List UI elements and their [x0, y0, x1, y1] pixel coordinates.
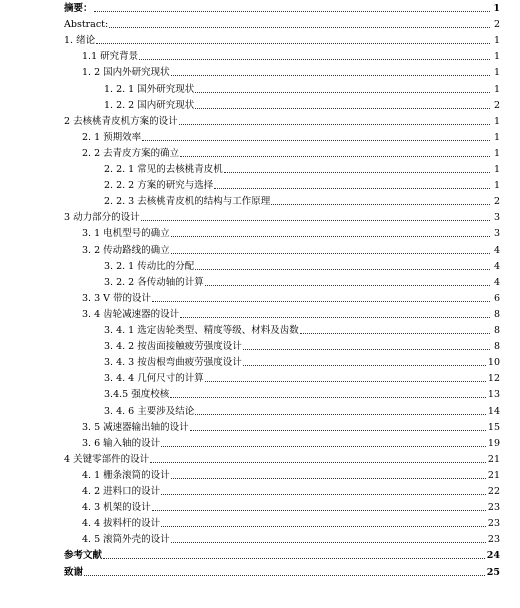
- toc-entry-page-number: 6: [493, 292, 500, 304]
- toc-dot-leader: [205, 285, 490, 286]
- toc-entry-title: 3. 4. 2 按齿面接触疲劳强度设计: [104, 341, 242, 353]
- toc-entry-title: 1. 2 国内外研究现状: [82, 67, 170, 79]
- toc-entry[interactable]: [64, 32, 500, 47]
- toc-entry[interactable]: [64, 0, 500, 15]
- toc-entry-title: 1. 绪论: [64, 35, 96, 47]
- toc-entry-title: 2. 2 去青皮方案的确立: [82, 147, 180, 159]
- toc-entry-title: 4. 5 滚筒外壳的设计: [82, 534, 170, 546]
- toc-entry[interactable]: [104, 161, 500, 176]
- toc-entry[interactable]: [64, 547, 500, 562]
- toc-entry-title: 3. 2. 1 传动比的分配: [104, 260, 195, 272]
- toc-entry-title: 3. 4. 4 几何尺寸的计算: [104, 373, 204, 385]
- toc-entry-page-number: 4: [493, 276, 500, 288]
- toc-entry-page-number: 15: [487, 421, 500, 433]
- toc-entry-page-number: 2: [493, 99, 500, 111]
- toc-entry-title: 致谢: [64, 566, 84, 578]
- toc-dot-leader: [94, 11, 490, 12]
- toc-dot-leader: [271, 204, 490, 205]
- toc-dot-leader: [84, 575, 485, 576]
- toc-entry[interactable]: [82, 499, 500, 514]
- toc-entry-page-number: 19: [487, 437, 500, 449]
- toc-dot-leader: [300, 333, 490, 334]
- toc-entry-page-number: 23: [487, 518, 500, 530]
- toc-entry[interactable]: [82, 419, 500, 434]
- toc-entry-page-number: 13: [487, 389, 500, 401]
- toc-entry-page-number: 1: [493, 164, 500, 175]
- toc-entry[interactable]: [104, 274, 500, 289]
- toc-entry-title: 4. 1 栅条滚筒的设计: [82, 469, 170, 481]
- toc-entry-page-number: 4: [493, 244, 500, 256]
- toc-entry[interactable]: [104, 338, 500, 353]
- toc-entry-title: 参考文献: [64, 550, 103, 562]
- toc-entry-title: 2. 2. 3 去核桃青皮机的结构与工作原理: [104, 196, 271, 208]
- toc-entry[interactable]: [82, 225, 500, 240]
- toc-entry[interactable]: [82, 306, 500, 321]
- toc-entry[interactable]: [104, 354, 500, 369]
- toc-dot-leader: [205, 381, 486, 382]
- toc-entry-title: 2. 1 预期效率: [82, 131, 142, 143]
- toc-entry-title: 3. 4. 6 主要涉及结论: [104, 405, 195, 417]
- toc-entry-title: 3. 4 齿轮减速器的设计: [82, 308, 180, 320]
- toc-entry[interactable]: [82, 435, 500, 450]
- toc-dot-leader: [161, 446, 486, 447]
- toc-entry-title: 3. 4. 3 按齿根弯曲疲劳强度设计: [104, 357, 242, 369]
- toc-dot-leader: [171, 253, 490, 254]
- toc-entry[interactable]: [64, 209, 500, 224]
- toc-entry-title: 2. 2. 2 方案的研究与选择: [104, 180, 214, 192]
- toc-entry-title: 3. 5 减速器输出轴的设计: [82, 421, 189, 433]
- toc-entry-title: 4. 3 机架的设计: [82, 502, 151, 514]
- toc-entry-page-number: 25: [486, 566, 500, 578]
- toc-entry-title: 4 关键零部件的设计: [64, 453, 150, 465]
- toc-entry[interactable]: [104, 322, 500, 337]
- toc-entry[interactable]: [104, 177, 500, 192]
- toc-entry[interactable]: [64, 16, 500, 31]
- toc-dot-leader: [96, 43, 490, 44]
- toc-entry-title: 摘要：: [64, 3, 93, 14]
- toc-entry-page-number: 3: [493, 228, 500, 240]
- toc-entry-page-number: 1: [493, 147, 500, 159]
- toc-entry-title: 3. 6 输入轴的设计: [82, 437, 161, 449]
- toc-dot-leader: [243, 365, 486, 366]
- toc-entry[interactable]: [104, 81, 500, 96]
- toc-entry-page-number: 10: [487, 357, 500, 369]
- toc-dot-leader: [180, 317, 490, 318]
- toc-dot-leader: [180, 156, 490, 157]
- toc-entry-page-number: 1: [493, 51, 500, 63]
- toc-entry-title: 1.1 研究背景: [82, 51, 139, 63]
- toc-entry-title: 2 去核桃青皮机方案的设计: [64, 115, 178, 127]
- toc-dot-leader: [150, 462, 486, 463]
- toc-entry-title: 3.4.5 强度校核: [104, 389, 170, 401]
- toc-entry-title: 3. 2. 2 各传动轴的计算: [104, 276, 204, 288]
- toc-dot-leader: [170, 397, 486, 398]
- toc-entry[interactable]: [82, 145, 500, 160]
- toc-entry-title: 1. 2. 2 国内研究现状: [104, 99, 195, 111]
- toc-entry-page-number: 1: [493, 35, 500, 47]
- toc-entry[interactable]: [82, 48, 500, 63]
- toc-entry[interactable]: [82, 531, 500, 546]
- toc-dot-leader: [224, 172, 490, 173]
- toc-entry[interactable]: [104, 258, 500, 273]
- toc-entry[interactable]: [104, 193, 500, 208]
- toc-dot-leader: [190, 430, 486, 431]
- toc-entry[interactable]: [104, 97, 500, 112]
- toc-entry[interactable]: [82, 242, 500, 257]
- toc-entry[interactable]: [82, 467, 500, 482]
- toc-entry-page-number: 8: [493, 341, 500, 353]
- toc-entry-page-number: 24: [486, 550, 500, 562]
- toc-entry[interactable]: [64, 564, 500, 579]
- toc-entry-page-number: 14: [487, 405, 500, 417]
- toc-dot-leader: [195, 269, 490, 270]
- toc-dot-leader: [141, 220, 490, 221]
- toc-dot-leader: [109, 27, 490, 28]
- toc-entry-title: 1. 2. 1 国外研究现状: [104, 83, 195, 95]
- toc-dot-leader: [103, 558, 485, 559]
- toc-entry-page-number: 8: [493, 308, 500, 320]
- toc-entry-page-number: 1: [493, 3, 500, 14]
- toc-entry[interactable]: [82, 483, 500, 498]
- toc-entry-page-number: 1: [493, 67, 500, 79]
- toc-dot-leader: [214, 188, 490, 189]
- toc-entry-page-number: 3: [493, 212, 500, 224]
- toc-entry-page-number: 23: [487, 502, 500, 514]
- toc-entry-page-number: 4: [493, 260, 500, 272]
- toc-entry-page-number: 1: [493, 131, 500, 143]
- toc-entry-page-number: 22: [487, 486, 500, 497]
- toc-dot-leader: [171, 75, 490, 76]
- toc-entry-page-number: 1: [493, 83, 500, 95]
- toc-dot-leader: [161, 494, 486, 495]
- toc-entry[interactable]: [82, 129, 500, 144]
- toc-dot-leader: [171, 236, 490, 237]
- toc-entry-page-number: 2: [493, 196, 500, 208]
- toc-entry-title: 3. 4. 1 选定齿轮类型、精度等级、材料及齿数: [104, 325, 299, 336]
- toc-entry-title: 3. 1 电机型号的确立: [82, 228, 170, 240]
- toc-dot-leader: [195, 108, 490, 109]
- toc-dot-leader: [161, 526, 486, 527]
- toc-entry-page-number: 21: [487, 469, 500, 481]
- toc-dot-leader: [195, 414, 486, 415]
- toc-dot-leader: [243, 349, 490, 350]
- toc-dot-leader: [171, 478, 486, 479]
- toc-entry-title: 3. 2 传动路线的确立: [82, 244, 170, 256]
- toc-entry-page-number: 23: [487, 534, 500, 546]
- toc-entry-title: 4. 4 拔料杆的设计: [82, 518, 161, 530]
- toc-entry[interactable]: [104, 403, 500, 418]
- toc-entry-page-number: 12: [487, 373, 500, 385]
- toc-entry-page-number: 1: [493, 115, 500, 127]
- toc-dot-leader: [139, 59, 490, 60]
- toc-entry[interactable]: [64, 113, 500, 128]
- toc-dot-leader: [152, 510, 486, 511]
- toc-entry[interactable]: [82, 64, 500, 79]
- toc-entry-title: 2. 2. 1 常见的去核桃青皮机: [104, 164, 223, 175]
- toc-entry[interactable]: [82, 515, 500, 530]
- toc-entry[interactable]: [64, 451, 500, 466]
- toc-entry[interactable]: [104, 386, 500, 401]
- toc-dot-leader: [152, 301, 490, 302]
- toc-dot-leader: [195, 92, 490, 93]
- toc-entry[interactable]: [82, 290, 500, 305]
- toc-dot-leader: [142, 140, 490, 141]
- toc-entry-page-number: 8: [493, 325, 500, 336]
- toc-entry-page-number: 2: [493, 19, 500, 31]
- toc-entry-title: 4. 2 进料口的设计: [82, 486, 161, 497]
- toc-entry-title: 3. 3 V 带的设计: [82, 292, 152, 304]
- toc-entry[interactable]: [104, 370, 500, 385]
- toc-entry-page-number: 21: [487, 453, 500, 465]
- toc-entry-page-number: 1: [493, 180, 500, 192]
- toc-dot-leader: [179, 124, 490, 125]
- toc-dot-leader: [171, 542, 486, 543]
- toc-entry-title: Abstract:: [64, 19, 109, 31]
- toc-entry-title: 3 动力部分的设计: [64, 212, 140, 224]
